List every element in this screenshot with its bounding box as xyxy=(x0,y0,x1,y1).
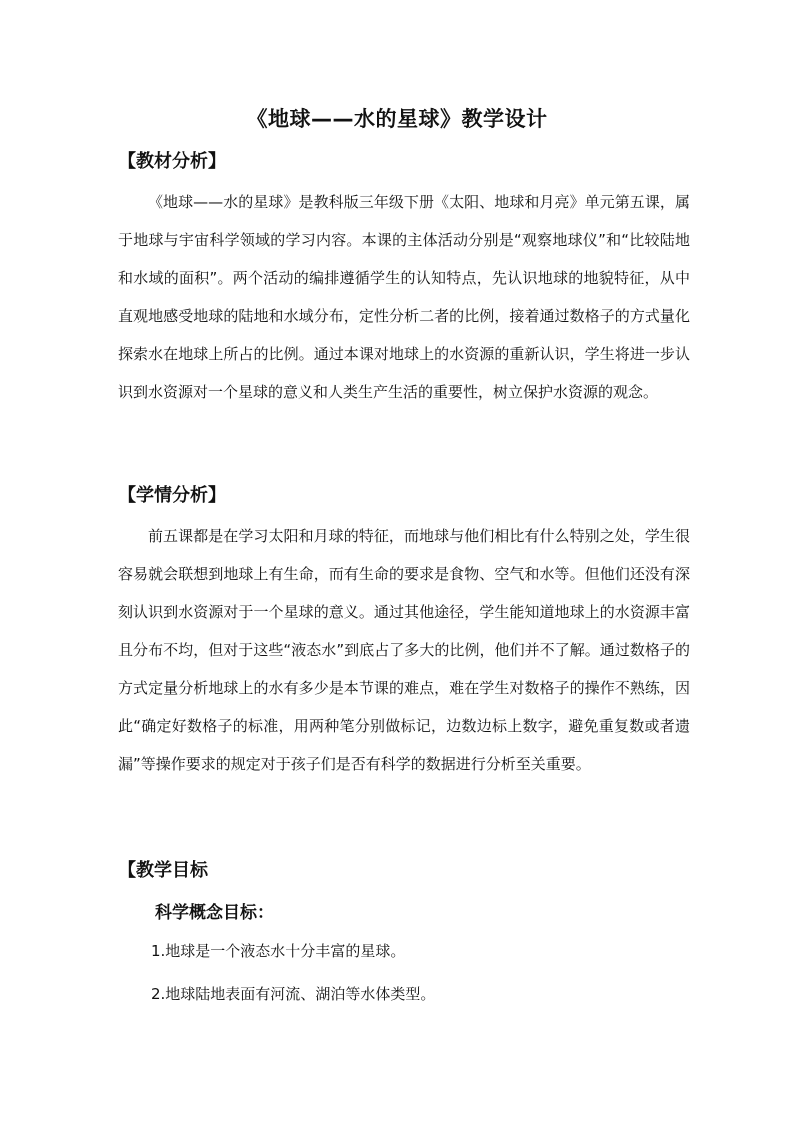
goal-item: 1.地球是一个液态水十分丰富的星球。 xyxy=(151,942,406,960)
section-body-student-analysis: 前五课都是在学习太阳和月球的特征，而地球与他们相比有什么特别之处，学生很容易就会联想到地球上有生命，而有生命的要求是食物、空气和水等。但他们还没有深刻认识到水资源对于一个星球的意义。通过其他途径，学生能知道地球上的水资源丰富且分布不均，但对于这些“液态水”到底占了多大的比例，他们并不了解。通过数格子的方式定量分析地球上的水有多少是本节课的难点，难在学生对数格子的操作不熟练，因此“确定好数格子的标准，用两种笔分别做标记，边数边标上数字，避免重复数或者遗漏”等操作要求的规定对于孩子们是否有科学的数据进行分析至关重要。 xyxy=(118,527,690,773)
page-title: 《地球——水的星球》教学设计 xyxy=(246,107,548,131)
section-heading-student-analysis: 【学情分析】 xyxy=(118,485,226,506)
section-heading-teaching-goals: 【教学目标 xyxy=(118,860,208,881)
subheading-science-concept-goals: 科学概念目标： xyxy=(155,903,274,923)
section-body-textbook-analysis: 《地球——水的星球》是教科版三年级下册《太阳、地球和月亮》单元第五课，属于地球与宇宙科学领域的学习内容。本课的主体活动分别是“观察地球仪”和“比较陆地和水域的面积”。两个活动的编排遵循学生的认知特点，先认识地球的地貌特征，从中直观地感受地球的陆地和水域分布，定性分析二者的比例，接着通过数格子的方式量化探索水在地球上所占的比例。通过本课对地球上的水资源的重新认识，学生将进一步认识到水资源对一个星球的意义和人类生产生活的重要性，树立保护水资源的观念。 xyxy=(118,193,690,401)
section-heading-textbook-analysis: 【教材分析】 xyxy=(118,151,226,172)
goal-item: 2.地球陆地表面有河流、湖泊等水体类型。 xyxy=(151,985,436,1003)
